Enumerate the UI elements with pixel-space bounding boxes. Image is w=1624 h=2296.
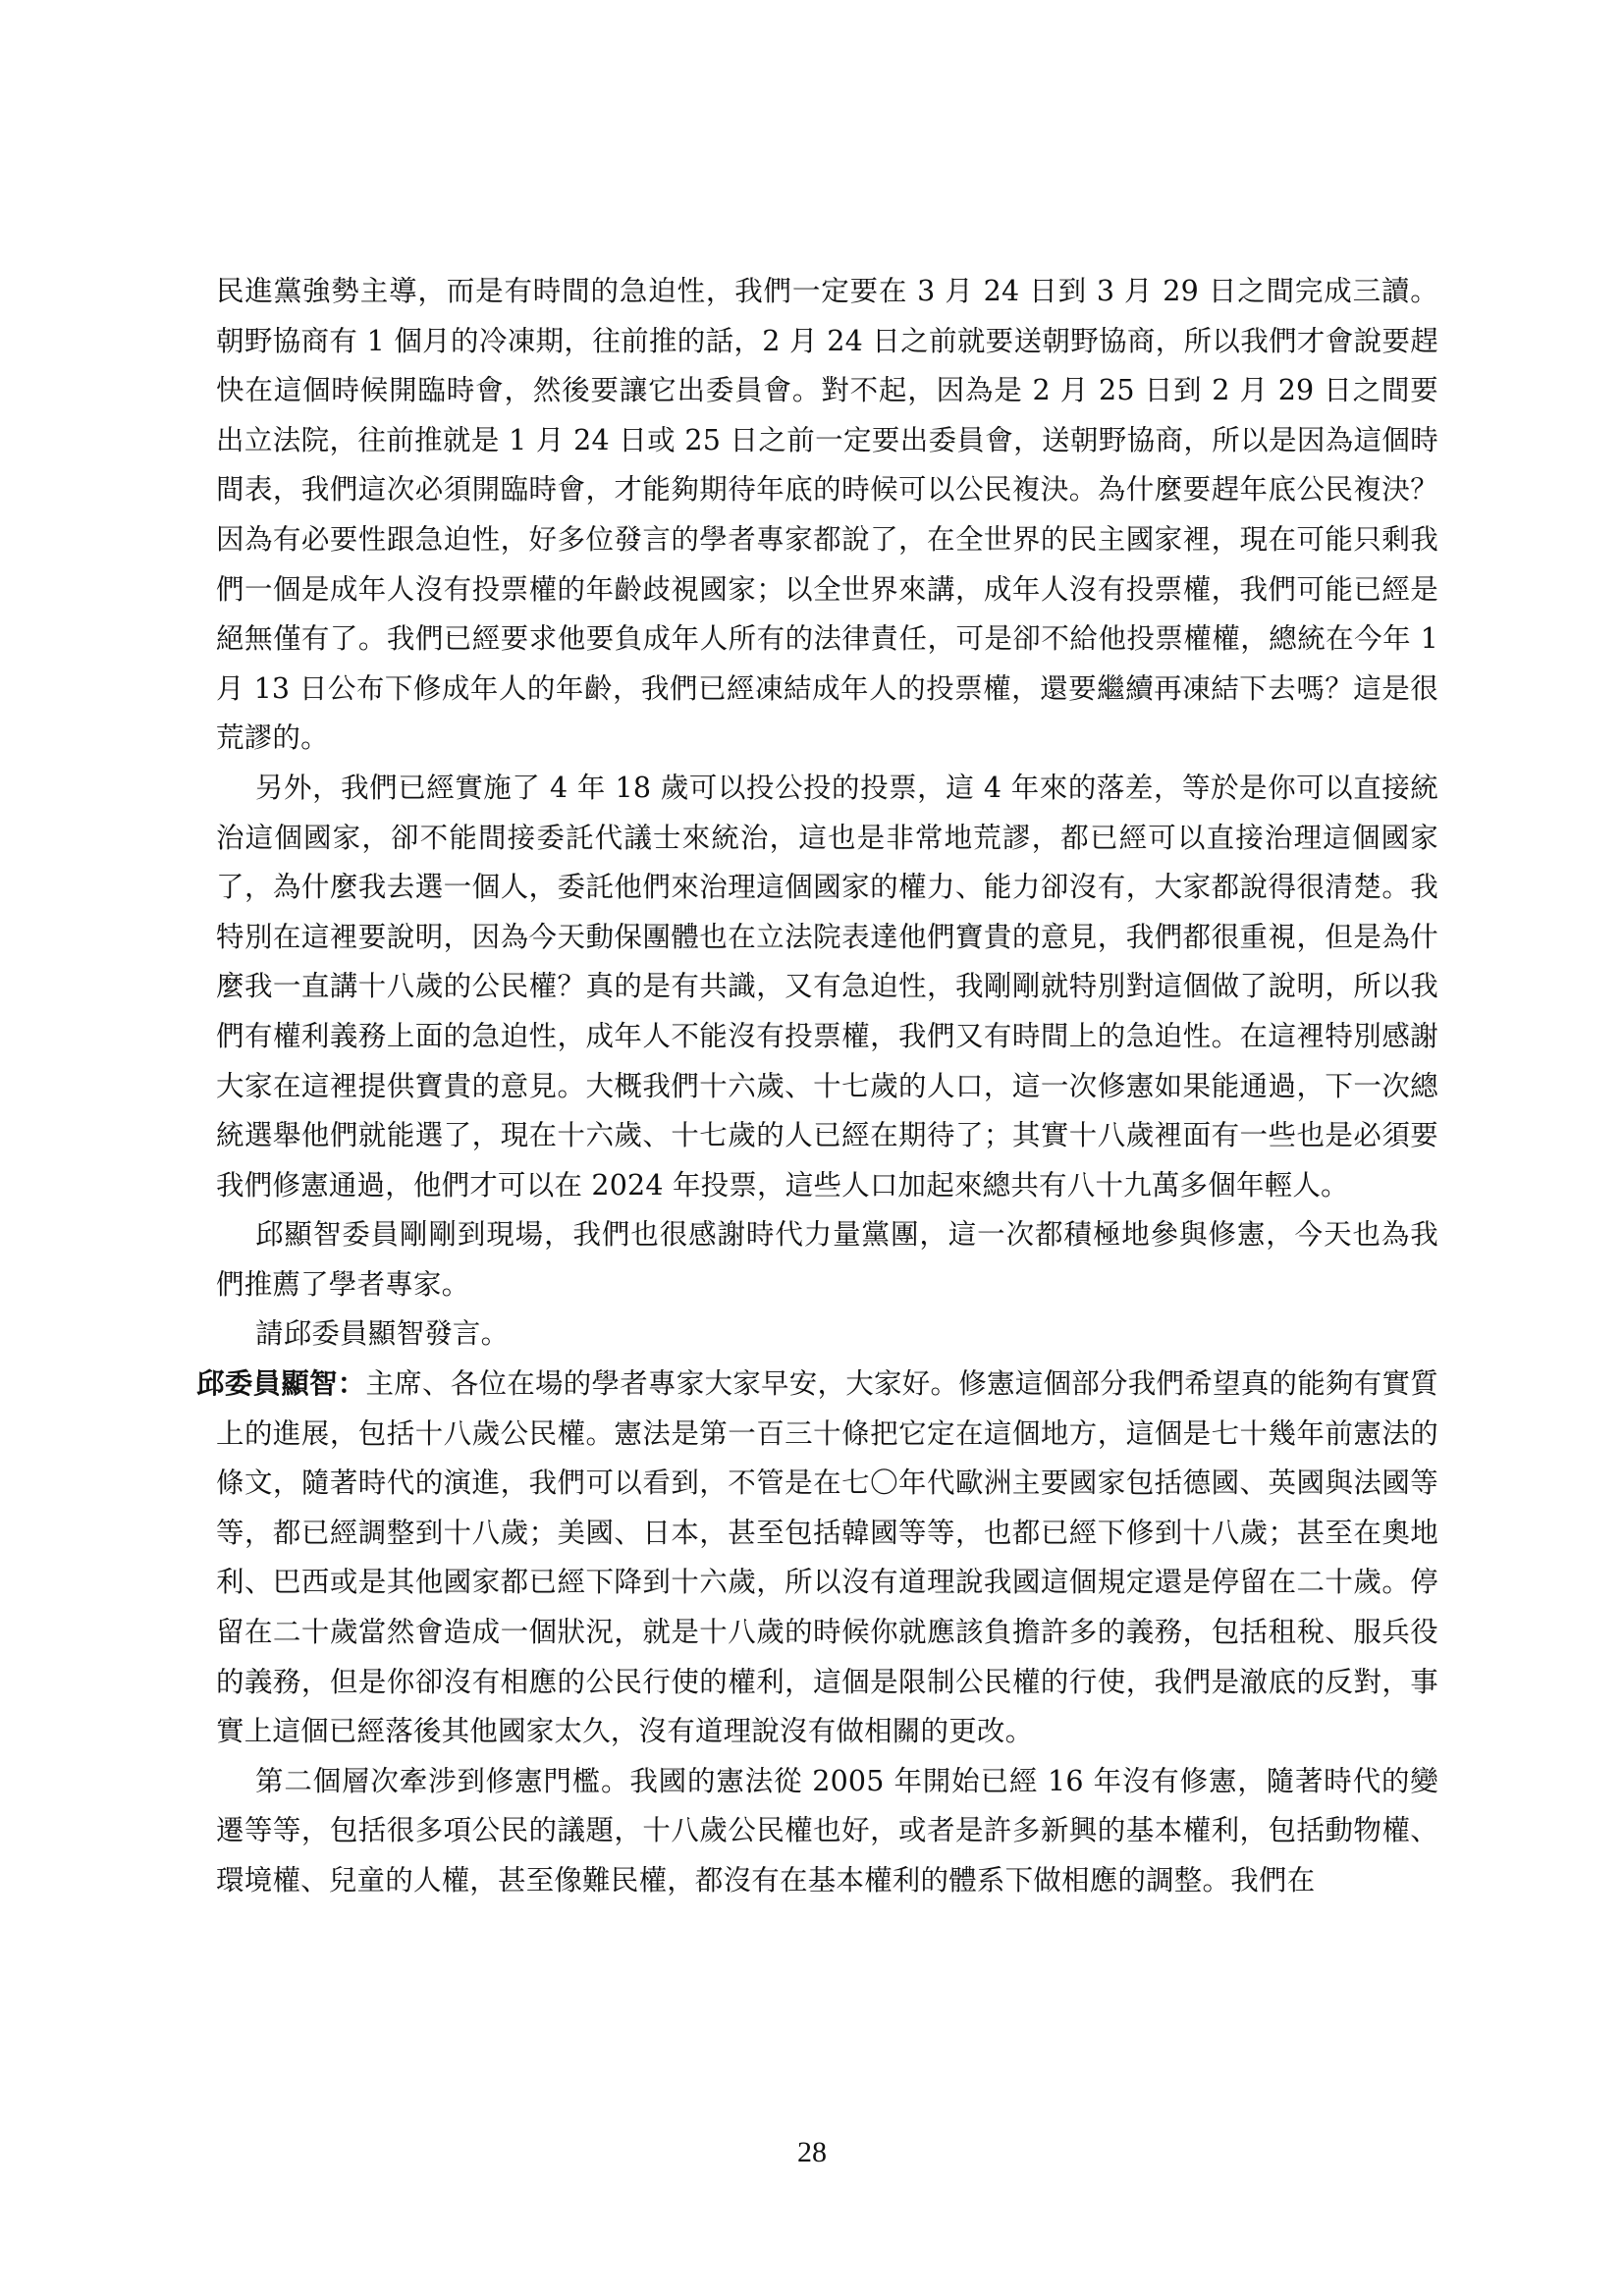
paragraph-thanks-party: 邱顯智委員剛剛到現場，我們也很感謝時代力量黨團，這一次都積極地參與修憲，今天也為我們推薦了學者專家。 xyxy=(216,1218,1438,1301)
paragraph-amendment-threshold: 第二個層次牽涉到修憲門檻。我國的憲法從 2005 年開始已經 16 年沒有修憲，隨著時代的變遷等等，包括很多項公民的議題，十八歲公民權也好，或者是許多新興的基本權利，包括動物權、環境權、兒童的人權，甚至像難民權，都沒有在基本權利的體系下做相應的調整。我們在 xyxy=(216,1764,1438,1896)
paragraph-speech-chiu xyxy=(196,1360,1438,1757)
paragraph-18-referendum: 另外，我們已經實施了 4 年 18 歲可以投公投的投票，這 4 年來的落差，等於是你可以直接統治這個國家，卻不能間接委託代議士來統治，這也是非常地荒謬，都已經可以直接治理這個國家了，為什麼我去選一個人，委託他們來治理這個國家的權力、能力卻沒有，大家都說得很清楚。我特別在這裡要說明，因為今天動保團體也在立法院表達他們寶貴的意見，我們都很重視，但是為什麼我一直講十八歲的公民權？真的是有共識，又有急迫性，我剛剛就特別對這個做了說明，所以我們有權利義務上面的急迫性，成年人不能沒有投票權，我們又有時間上的急迫性。在這裡特別感謝大家在這裡提供寶貴的意見。大概我們十六歲、十七歲的人口，這一次修憲如果能通過，下一次總統選舉他們就能選了，現在十六歲、十七歲的人已經在期待了；其實十八歲裡面有一些也是必須要我們修憲通過，他們才可以在 2024 年投票，這些人口加起來總共有八十九萬多個年輕人。 xyxy=(216,771,1438,1201)
paragraph-continuation: 民進黨強勢主導，而是有時間的急迫性，我們一定要在 3 月 24 日到 3 月 29 日之間完成三讀。朝野協商有 1 個月的冷凍期，往前推的話，2 月 24 日之前就要送朝野協商，所以我們才會說要趕快在這個時候開臨時會，然後要讓它出委員會。對不起，因為是 2 月 25 日到 2 月 29 日之間要出立法院，往前推就是 1 月 24 日或 25 日之前一定要出委員會，送朝野協商，所以是因為這個時間表，我們這次必須開臨時會，才能夠期待年底的時候可以公民複決。為什麼要趕年底公民複決？因為有必要性跟急迫性，好多位發言的學者專家都說了，在全世界的民主國家裡，現在可能只剩我們一個是成年人沒有投票權的年齡歧視國家；以全世界來講，成年人沒有投票權，我們可能已經是絕無僅有了。我們已經要求他要負成年人所有的法律責任，可是卻不給他投票權權，總統在今年 1 月 13 日公布下修成年人的年齡，我們已經凍結成年人的投票權，還要繼續再凍結下去嗎？這是很荒謬的。 xyxy=(216,275,1438,755)
transcript-body xyxy=(196,267,1439,1906)
paragraph-invite-speaker: 請邱委員顯智發言。 xyxy=(255,1317,510,1351)
speech-text: 主席、各位在場的學者專家大家早安，大家好。修憲這個部分我們希望真的能夠有實質上的進展，包括十八歲公民權。憲法是第一百三十條把它定在這個地方，這個是七十幾年前憲法的條文，隨著時代的演進，我們可以看到，不管是在七〇年代歐洲主要國家包括德國、英國與法國等等，都已經調整到十八歲；美國、日本，甚至包括韓國等等，也都已經下修到十八歲；甚至在奧地利、巴西或是其他國家都已經下降到十六歲，所以沒有道理說我國這個規定還是停留在二十歲。停留在二十歲當然會造成一個狀況，就是十八歲的時候你就應該負擔許多的義務，包括租稅、服兵役的義務，但是你卻沒有相應的公民行使的權利，這個是限制公民權的行使，我們是澈底的反對，事實上這個已經落後其他國家太久，沒有道理說沒有做相關的更改。 xyxy=(216,1367,1439,1748)
page-number: 28 xyxy=(797,2136,827,2168)
speaker-name: 邱委員顯智： xyxy=(196,1367,366,1401)
